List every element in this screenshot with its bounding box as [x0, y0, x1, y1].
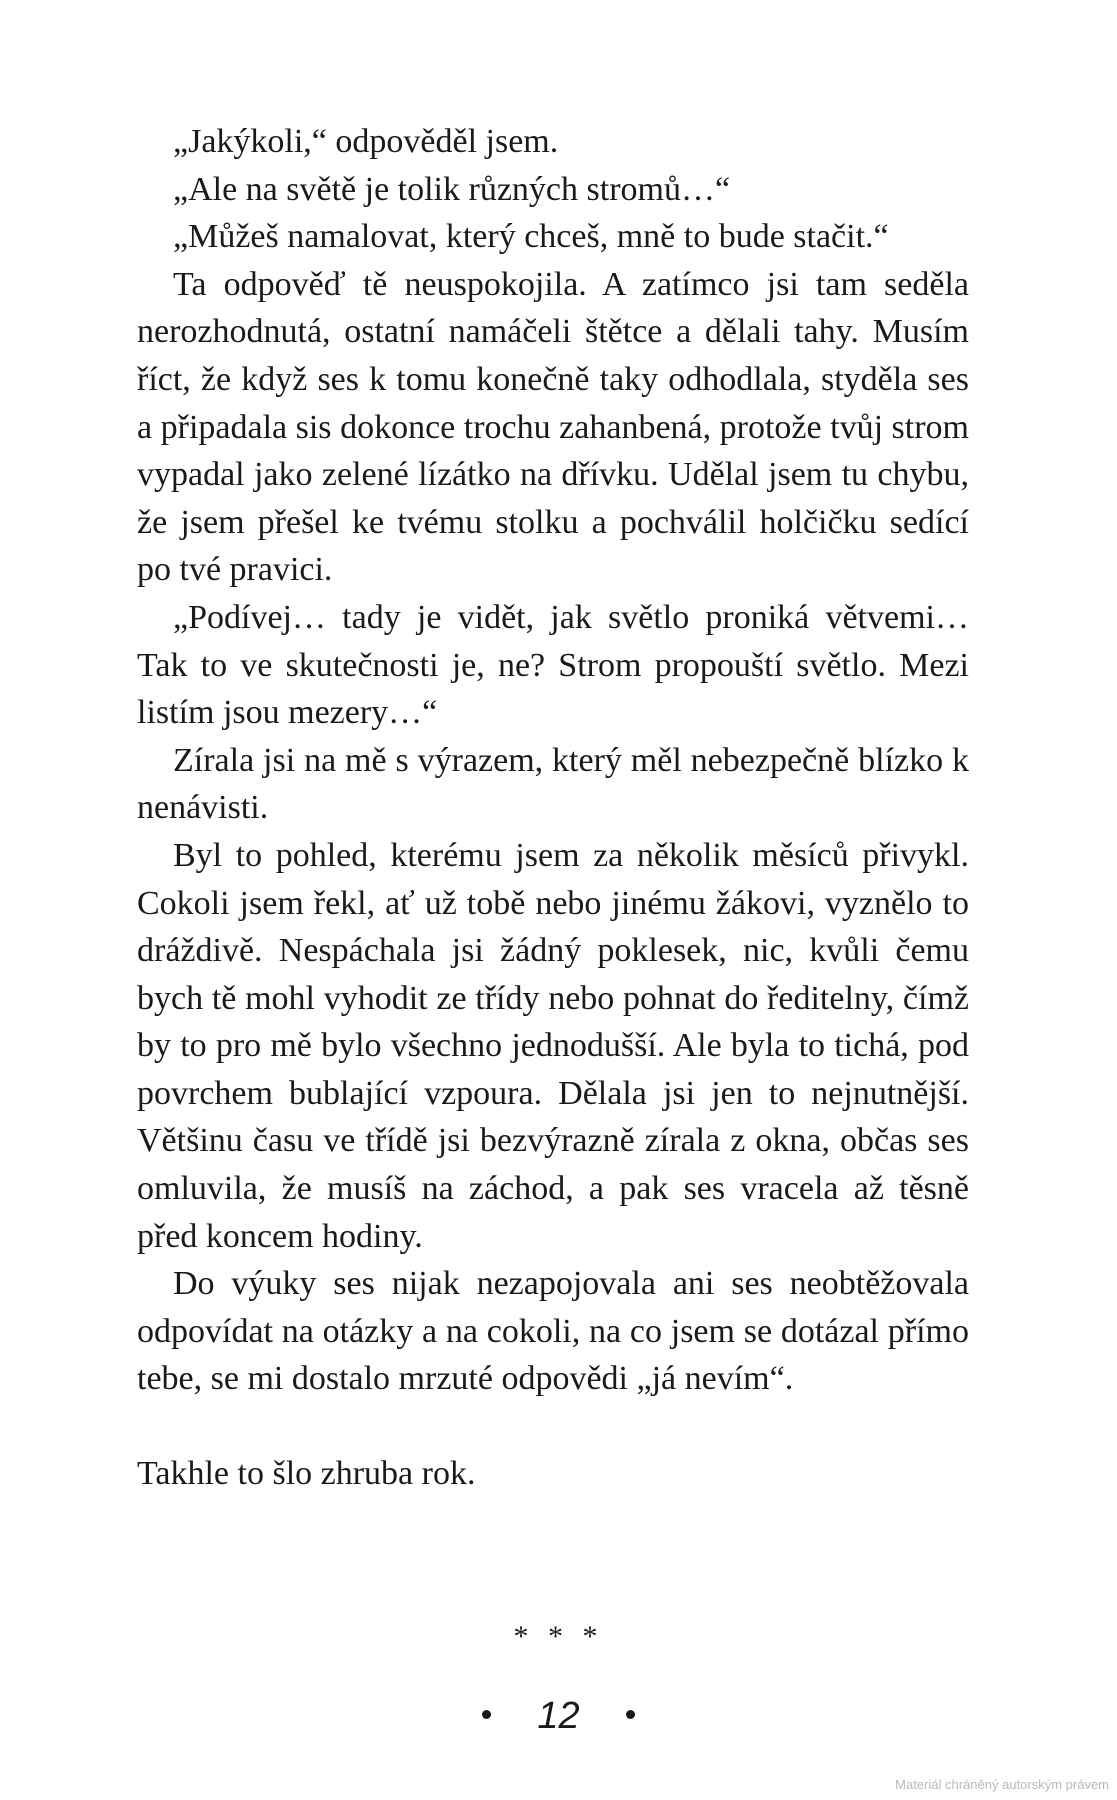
bullet-icon [482, 1710, 491, 1719]
copyright-notice: Materiál chráněný autorským právem [895, 1777, 1109, 1792]
page-footer [0, 1695, 1117, 1738]
paragraph: Ta odpověď tě neuspokojila. A zatímco jsi tam seděla nerozhodnutá, ostatní namáčeli štětce a dělali tahy. Musím říct, že když ses k tomu konečně taky odhodlala, styděla ses a připadala sis dokonce trochu zahanbená, protože tvůj strom vypadal jako zelené lízátko na dřívku. Udělal jsem tu chybu, že jsem přešel ke tvému stolku a pochválil holčičku sedící po tvé pravici. [137, 265, 969, 589]
paragraph: Byl to pohled, kterému jsem za několik měsíců přivykl. Cokoli jsem řekl, ať už tobě nebo jinému žákovi, vyznělo to dráždivě. Nespáchala jsi žádný poklesek, nic, kvůli čemu bych tě mohl vyhodit ze třídy nebo pohnat do ředitelny, čímž by to pro mě bylo všechno jednodušší. Ale byla to tichá, pod povrchem bublající vzpoura. Dělala jsi jen to nejnutnější. Většinu času ve třídě jsi bezvýrazně zírala z okna, občas ses omluvila, že musíš na záchod, a pak ses vracela až těsně před koncem hodiny. [137, 836, 969, 1255]
paragraph: „Ale na světě je tolik různých stromů…“ [173, 170, 731, 208]
paragraph: „Můžeš namalovat, který chceš, mně to bude stačit.“ [173, 218, 889, 256]
body-text [137, 118, 969, 1498]
paragraph: Zírala jsi na mě s výrazem, který měl nebezpečně blízko k nenávisti. [137, 741, 969, 827]
page-number: 12 [537, 1695, 580, 1737]
section-break: * * * [513, 1620, 604, 1653]
closing-line: Takhle to šlo zhruba rok. [137, 1455, 476, 1493]
paragraph: „Jakýkoli,“ odpověděl jsem. [173, 123, 559, 160]
paragraph: Do výuky ses nijak nezapojovala ani ses neobtěžovala odpovídat na otázky a na cokoli, na co jsem se dotázal přímo tebe, se mi dostalo mrzuté odpovědi „já nevím“. [137, 1265, 969, 1398]
bullet-icon [626, 1710, 635, 1719]
paragraph: „Podívej… tady je vidět, jak světlo proniká větvemi… Tak to ve skutečnosti je, ne? Strom propouští světlo. Mezi listím jsou mezery…“ [137, 598, 969, 732]
